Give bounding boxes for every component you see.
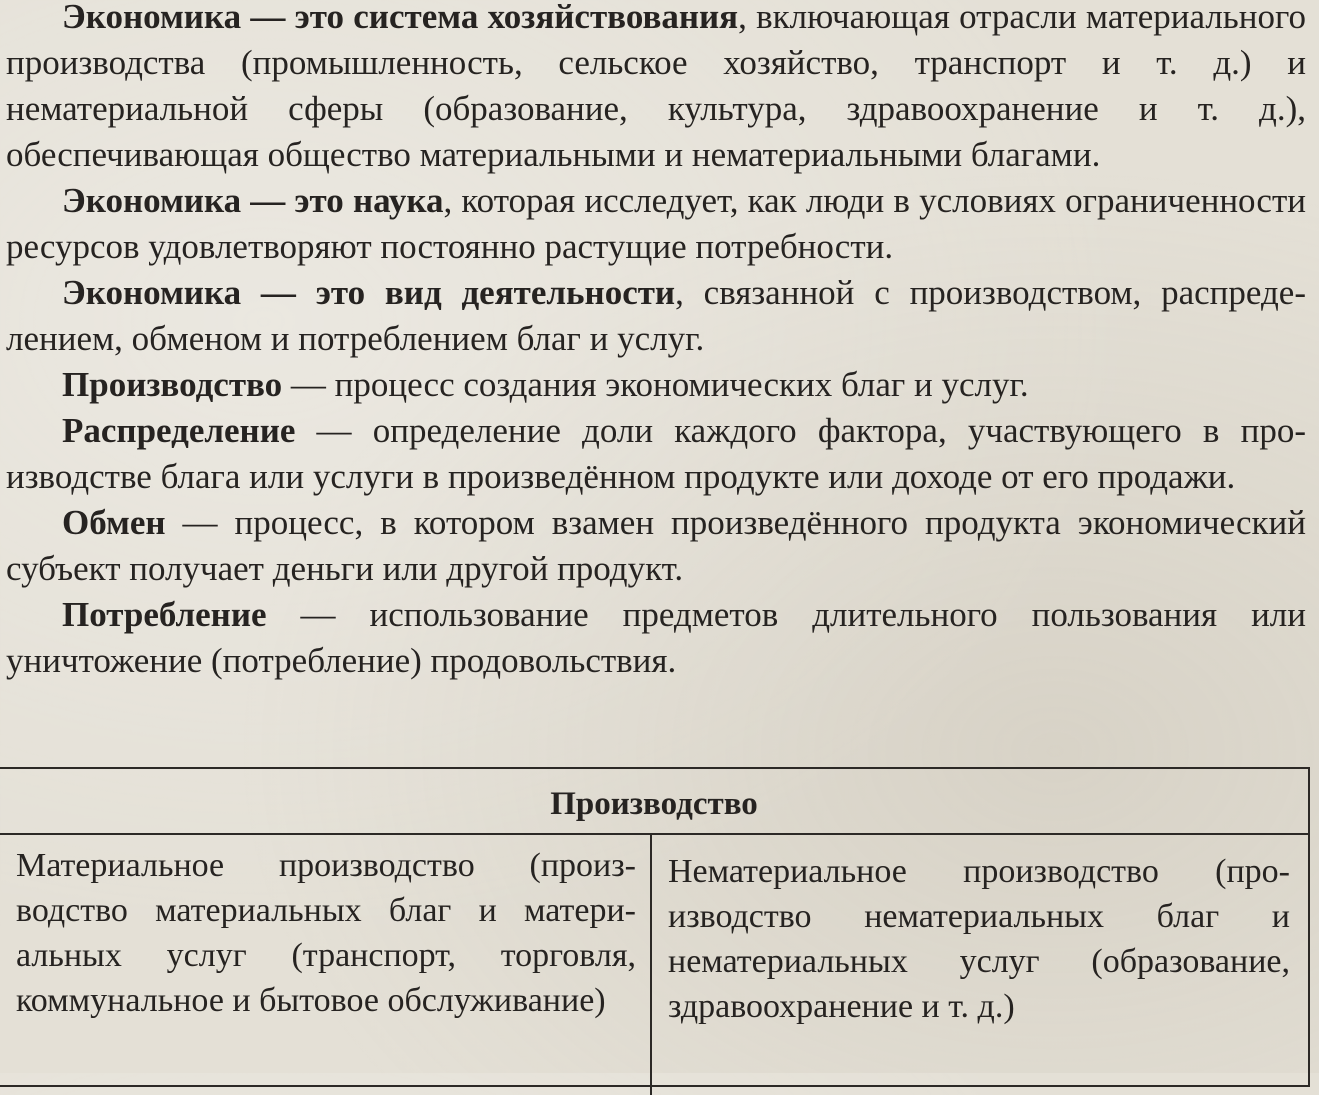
paragraph-economy-activity [6,270,1306,362]
term-distribution: Распределение [62,411,296,450]
table-header: Производство [0,769,1308,835]
definitions-text [6,0,1306,684]
definition-production: — процесс создания экономических благ и услуг. [282,365,1029,404]
paragraph-economy-science [6,178,1306,270]
definition-economy-activity: , связанной с производством, распределением, обменом и потреблением благ и услуг. [6,273,1306,358]
term-consumption: Потребление [62,595,267,634]
paragraph-production [6,362,1306,408]
table-row [0,835,1308,1095]
definition-economy-system: , включающая отрасли материального производства (промышленность, сельское хозяйство, транспорт и т. д.) и нематериальной сферы (образование, культура, здравоохранение и т. д.), обеспечивающая общество материальными и нематериальными благами. [6,0,1306,174]
definition-economy-science: , которая исследует, как люди в условиях ограниченности ресурсов удовлетворяют постоянно растущие потребности. [6,181,1306,266]
term-exchange: Обмен [62,503,166,542]
term-economy-system: Экономика — это система хозяйствования [62,0,739,36]
paragraph-economy-system [6,0,1306,178]
nonmaterial-production-cell: Нематериальное производство (производство нематериальных благ и нематериальных услуг (образование, здравоохранение и т. д.) [668,853,1290,1025]
paragraph-consumption [6,592,1306,684]
term-economy-activity: Экономика — это вид деятельности [62,273,676,312]
definition-distribution: — определение доли каждого фактора, участвующего в производстве блага или услуги в произведённом продукте или доходе от его продажи. [6,411,1306,496]
definition-exchange: — процесс, в котором взамен произведённого продукта экономический субъект получает деньги или другой продукт. [6,503,1306,588]
term-production: Производство [62,365,283,404]
definition-consumption: — использование предметов длительного пользования или уничтожение (потребление) продовольствия. [6,595,1306,680]
paragraph-exchange [6,500,1306,592]
paragraph-distribution [6,408,1306,500]
production-table [0,767,1310,1087]
term-economy-science: Экономика — это наука [62,181,444,220]
material-production-cell: Материальное производство (производство материальных благ и материальных услуг (транспорт, торговля, коммунальное и бытовое обслуживание) [0,835,652,1095]
